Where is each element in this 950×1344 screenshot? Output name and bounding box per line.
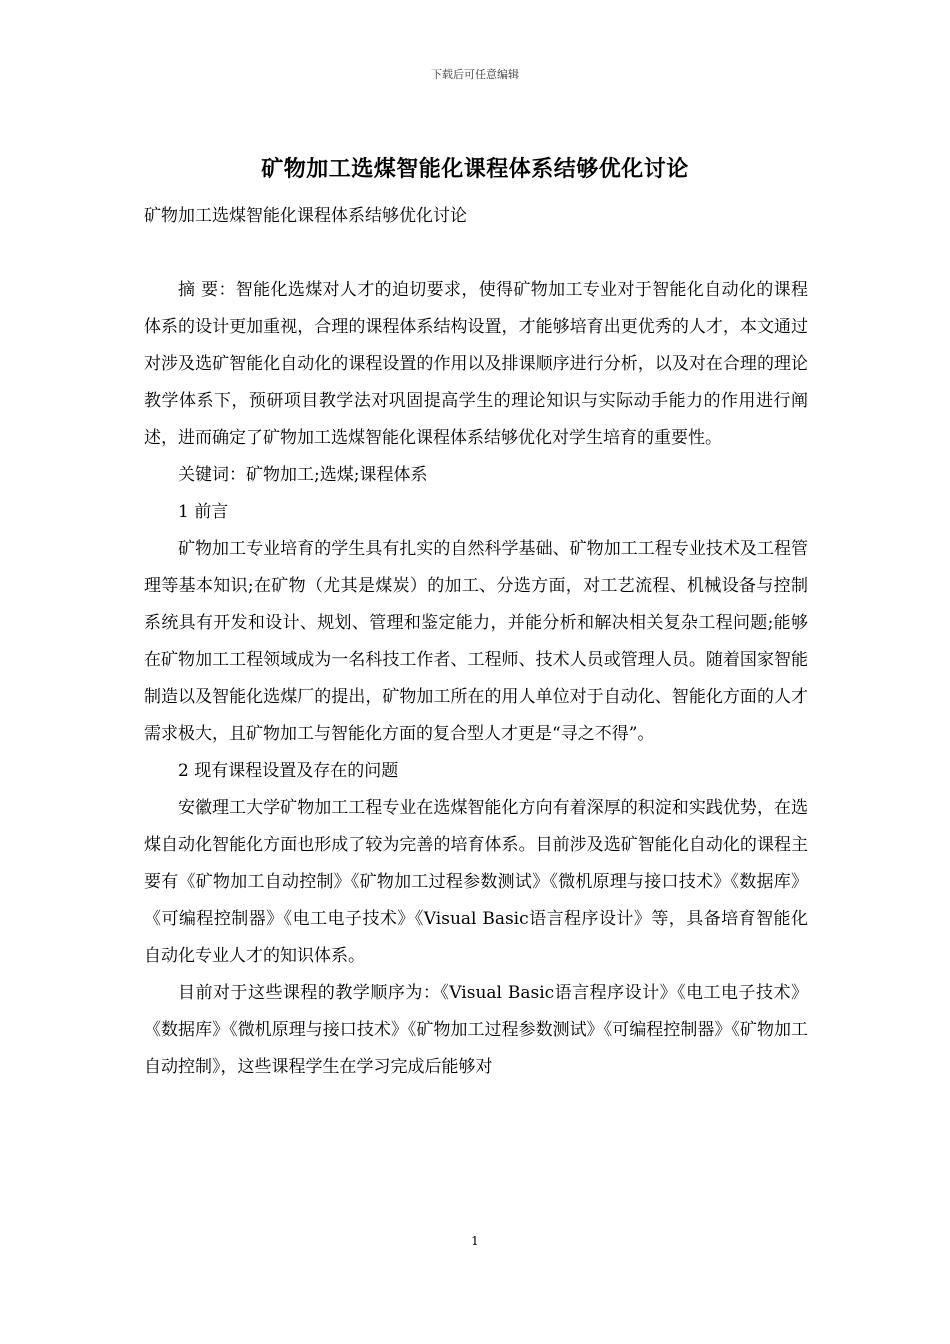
document-subtitle: 矿物加工选煤智能化课程体系结够优化讨论: [144, 206, 467, 226]
page-number: 1: [471, 1234, 479, 1248]
introduction-paragraph: 矿物加工专业培育的学生具有扎实的自然科学基础、矿物加工工程专业技术及工程管理等基本知识;在矿物（尤其是煤炭）的加工、分选方面，对工艺流程、机械设备与控制系统具有开发和设计、规划、管理和鉴定能力，并能分析和解决相关复杂工程问题;能够在矿物加工工程领域成为一名科技工作者、工程师、技术人员或管理人员。随着国家智能制造以及智能化选煤厂的提出，矿物加工所在的用人单位对于自动化、智能化方面的人才需求极大，且矿物加工与智能化方面的复合型人才更是“寻之不得”。: [144, 539, 808, 744]
keywords-paragraph: 关键词：矿物加工;选煤;课程体系: [178, 465, 428, 485]
header-note: 下载后可任意编辑: [431, 68, 519, 81]
document-body: [144, 198, 808, 1086]
section-heading-introduction: 1 前言: [178, 502, 229, 522]
abstract-paragraph: 摘 要：智能化选煤对人才的迫切要求，使得矿物加工专业对于智能化自动化的课程体系的设计更加重视，合理的课程体系结构设置，才能够培育出更优秀的人才，本文通过对涉及选矿智能化自动化的课程设置的作用以及排课顺序进行分析，以及对在合理的理论教学体系下，预研项目教学法对巩固提高学生的理论知识与实际动手能力的作用进行阐述，进而确定了矿物加工选煤智能化课程体系结够优化对学生培育的重要性。: [144, 280, 808, 448]
current-courses-paragraph: 安徽理工大学矿物加工工程专业在选煤智能化方向有着深厚的积淀和实践优势，在选煤自动化智能化方面也形成了较为完善的培育体系。目前涉及选矿智能化自动化的课程主要有《矿物加工自动控制》《矿物加工过程参数测试》《微机原理与接口技术》《数据库》《可编程控制器》《电工电子技术》《Visual Basic语言程序设计》等，具备培育智能化自动化专业人才的知识体系。: [144, 798, 808, 966]
section-heading-current-courses: 2 现有课程设置及存在的问题: [178, 761, 399, 781]
document-title: 矿物加工选煤智能化课程体系结够优化讨论: [261, 156, 689, 182]
teaching-order-paragraph: 目前对于这些课程的教学顺序为：《Visual Basic语言程序设计》《电工电子技术》《数据库》《微机原理与接口技术》《矿物加工过程参数测试》《可编程控制器》《矿物加工自动控制》，这些课程学生在学习完成后能够对: [144, 983, 808, 1077]
